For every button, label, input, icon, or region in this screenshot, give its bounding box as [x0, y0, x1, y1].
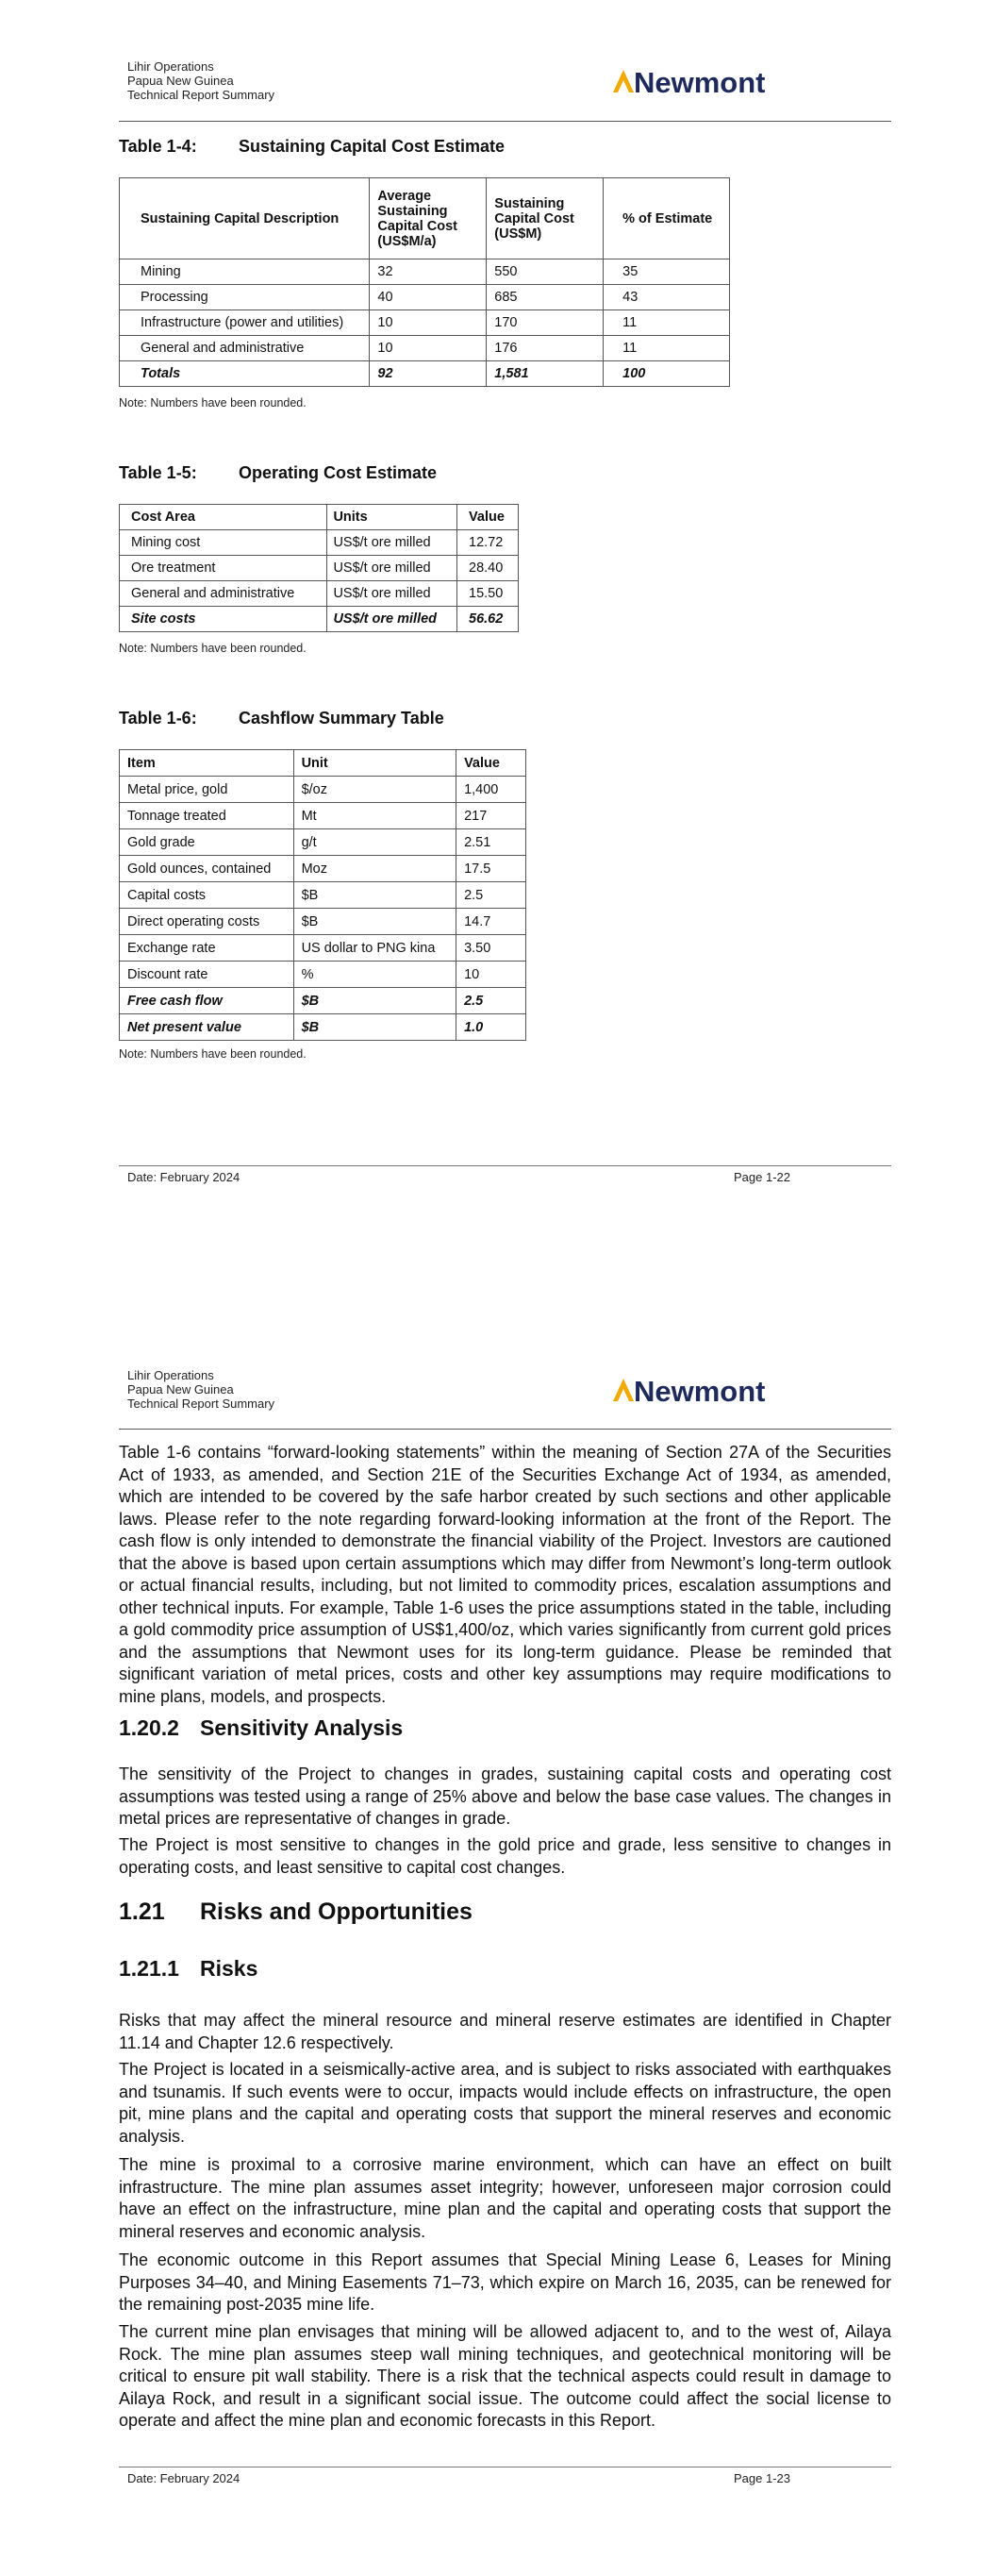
table-row: [120, 556, 519, 581]
column-header: Unit: [293, 750, 456, 777]
table-cell: Mining cost: [120, 530, 327, 556]
table-cell: US$/t ore milled: [327, 556, 457, 581]
forward-looking-paragraph: Table 1-6 contains “forward-looking statements” within the meaning of Section 27A of the Securities Act of 1933, as amended, and Section 21E of the Securities Exchange Act of 1934, as amended, which are intended to be covered by the safe harbor created by such sections and other applicable laws. Please refer to the note regarding forward-looking information at the front of the Report. The cash flow is only intended to demonstrate the financial viability of the Project. Investors are cautioned that the above is based upon certain assumptions which may differ from Newmont’s long-term outlook or actual financial results, including, but not limited to commodity prices, escalation assumptions and other technical inputs. For example, Table 1-6 uses the price assumptions stated in the table, including a gold commodity price assumption of US$1,400/oz, which varies significantly from current gold prices and the assumptions that Newmont uses for its long-term guidance. Please be reminded that significant variation of metal prices, costs and other key assumptions may require modifications to mine plans, models, and prospects.: [119, 1443, 891, 1706]
table-row: [120, 581, 519, 607]
table-row: [120, 829, 526, 856]
table-cell: 11: [604, 336, 730, 361]
page-header-text: [127, 59, 274, 102]
table-header-row: [120, 505, 519, 530]
column-header: Sustaining Capital Description: [120, 178, 370, 259]
table-cell: 11: [604, 310, 730, 336]
table-cell: Processing: [120, 285, 370, 310]
body-paragraph: The economic outcome in this Report assumes that Special Mining Lease 6, Leases for Mining Purposes 34–40, and Mining Easements 71–73, which expire on March 16, 2035, can be renewed for the remaining post-2035 mine life.: [119, 2250, 891, 2314]
table-row: [120, 310, 730, 336]
table-cell: $/oz: [293, 777, 456, 803]
table-cell: 14.7: [456, 909, 526, 935]
header-line-country: Papua New Guinea: [127, 74, 234, 88]
header-line-report: Technical Report Summary: [127, 1397, 275, 1411]
table-cell: Gold grade: [120, 829, 294, 856]
table-cell: 2.5: [456, 882, 526, 909]
table-row: [120, 935, 526, 962]
table-cell: 43: [604, 285, 730, 310]
header-line-country: Papua New Guinea: [127, 1382, 234, 1397]
table-cell: 10: [456, 962, 526, 988]
column-header: Value: [456, 750, 526, 777]
column-header: % of Estimate: [604, 178, 730, 259]
table-number: Table 1-4:: [119, 137, 197, 156]
footer-date: Date: February 2024: [127, 2471, 240, 2485]
table-row: [120, 882, 526, 909]
column-header: Value: [457, 505, 519, 530]
section-heading-risks: [119, 1956, 257, 1982]
table-header-row: [120, 178, 730, 259]
footer-page-number: Page 1-23: [734, 2471, 790, 2485]
section-number: 1.20.2: [119, 1715, 179, 1740]
body-paragraph: Risks that may affect the mineral resource and mineral reserve estimates are identified in Chapter 11.14 and Chapter 12.6 respectively.: [119, 2011, 891, 2052]
table-cell: 100: [604, 361, 730, 387]
footer-page-number: Page 1-22: [734, 1170, 790, 1184]
table-title: Cashflow Summary Table: [239, 709, 444, 728]
table-cell: Net present value: [120, 1014, 294, 1041]
table-cell: $B: [293, 909, 456, 935]
table-cell: 92: [370, 361, 487, 387]
table-cell: 10: [370, 310, 487, 336]
table-row: [120, 530, 519, 556]
table-cell: 3.50: [456, 935, 526, 962]
section-title: Sensitivity Analysis: [200, 1715, 404, 1740]
footer-date: Date: February 2024: [127, 1170, 240, 1184]
table-cell: Exchange rate: [120, 935, 294, 962]
header-line-report: Technical Report Summary: [127, 88, 275, 102]
table-row: [120, 285, 730, 310]
table-cell: US$/t ore milled: [327, 607, 457, 632]
table-note: Note: Numbers have been rounded.: [119, 642, 307, 655]
column-header: Cost Area: [120, 505, 327, 530]
table-cell: General and administrative: [120, 581, 327, 607]
logo-wordmark: Newmont: [634, 1375, 766, 1408]
table-row: [120, 803, 526, 829]
table-cell: 2.5: [456, 988, 526, 1014]
table-cell: 217: [456, 803, 526, 829]
table-cell: 550: [487, 259, 604, 285]
table-cell: Ore treatment: [120, 556, 327, 581]
table-cell: 40: [370, 285, 487, 310]
table-cell: 170: [487, 310, 604, 336]
table-cell: 15.50: [457, 581, 519, 607]
section-heading-sensitivity: [119, 1715, 403, 1741]
table-cell: 12.72: [457, 530, 519, 556]
body-paragraph: The current mine plan envisages that mining will be allowed adjacent to, and to the west of, Ailaya Rock. The mine plan assumes steep wall mining techniques, and geotechnical monitoring will be critical to ensure pit wall stability. There is a risk that the technical aspects could result in damage to Ailaya Rock, and result in a significant social issue. The outcome could affect the social license to operate and affect the mine plan and economic forecasts in this Report.: [119, 2322, 891, 2430]
table-cell: 32: [370, 259, 487, 285]
table-cell: Gold ounces, contained: [120, 856, 294, 882]
table-cell: Discount rate: [120, 962, 294, 988]
table-cell: $B: [293, 1014, 456, 1041]
table-cell: $B: [293, 988, 456, 1014]
table-cell: 56.62: [457, 607, 519, 632]
cashflow-summary-table: [119, 749, 526, 1041]
table-cell: Totals: [120, 361, 370, 387]
body-paragraph: The Project is located in a seismically-active area, and is subject to risks associated with earthquakes and tsunamis. If such events were to occur, impacts would include effects on infrastructure, the open pit, mine plans and the capital and operating costs that support the mineral reserves and economic analysis.: [119, 2060, 891, 2146]
table-cell: Direct operating costs: [120, 909, 294, 935]
body-paragraph: The Project is most sensitive to changes in the gold price and grade, less sensitive to changes in operating costs, and least sensitive to capital cost changes.: [119, 1835, 891, 1877]
header-divider: [119, 1429, 891, 1430]
table-cell: 2.51: [456, 829, 526, 856]
table-cell: Free cash flow: [120, 988, 294, 1014]
table-cell: Tonnage treated: [120, 803, 294, 829]
table-cell: Site costs: [120, 607, 327, 632]
header-line-operation: Lihir Operations: [127, 1368, 214, 1382]
body-paragraph: The sensitivity of the Project to changes in grades, sustaining capital costs and operating cost assumptions was tested using a range of 25% above and below the base case values. The changes in metal prices are representative of changes in grade.: [119, 1765, 891, 1828]
table-1-5-caption: [119, 463, 437, 483]
section-number: 1.21.1: [119, 1956, 179, 1981]
table-cell: %: [293, 962, 456, 988]
table-highlight-row: [120, 988, 526, 1014]
table-note: Note: Numbers have been rounded.: [119, 1047, 307, 1061]
operating-cost-table: [119, 504, 519, 632]
table-title: Operating Cost Estimate: [239, 463, 438, 482]
table-cell: Moz: [293, 856, 456, 882]
table-note: Note: Numbers have been rounded.: [119, 396, 307, 410]
table-highlight-row: [120, 1014, 526, 1041]
table-cell: General and administrative: [120, 336, 370, 361]
table-row: [120, 777, 526, 803]
table-row: [120, 962, 526, 988]
table-row: [120, 909, 526, 935]
table-cell: US dollar to PNG kina: [293, 935, 456, 962]
table-cell: Infrastructure (power and utilities): [120, 310, 370, 336]
table-cell: 1.0: [456, 1014, 526, 1041]
table-cell: US$/t ore milled: [327, 581, 457, 607]
sustaining-capital-table: [119, 177, 730, 387]
column-header: Units: [327, 505, 457, 530]
table-cell: 685: [487, 285, 604, 310]
table-cell: 28.40: [457, 556, 519, 581]
table-cell: 1,581: [487, 361, 604, 387]
report-page-1-22: [0, 0, 995, 1255]
table-row: [120, 259, 730, 285]
table-cell: 10: [370, 336, 487, 361]
logo-wordmark: Newmont: [634, 66, 766, 99]
section-title: Risks: [200, 1956, 258, 1981]
table-cell: g/t: [293, 829, 456, 856]
section-number: 1.21: [119, 1899, 165, 1925]
section-heading-risks-opportunities: [119, 1899, 473, 1926]
table-number: Table 1-5:: [119, 463, 197, 482]
column-header: Average Sustaining Capital Cost (US$M/a): [370, 178, 487, 259]
report-page-1-23: [0, 1321, 995, 2576]
table-1-6-caption: [119, 709, 444, 728]
section-title: Risks and Opportunities: [200, 1899, 473, 1925]
header-divider: [119, 121, 891, 122]
page-header-text: [127, 1368, 274, 1411]
table-row: [120, 336, 730, 361]
footer-divider: [119, 1165, 891, 1166]
newmont-logo: [611, 64, 790, 102]
table-row: [120, 856, 526, 882]
table-cell: Capital costs: [120, 882, 294, 909]
body-paragraph: The mine is proximal to a corrosive marine environment, which can have an effect on built infrastructure. The mine plan assumes asset integrity; however, unforeseen major corrosion could have an effect on the infrastructure, mine plan and the capital and operating costs that support the mineral reserves and economic analysis.: [119, 2155, 891, 2241]
table-number: Table 1-6:: [119, 709, 197, 728]
table-header-row: [120, 750, 526, 777]
table-cell: Mt: [293, 803, 456, 829]
table-1-4-caption: [119, 137, 505, 157]
table-cell: Mining: [120, 259, 370, 285]
table-cell: 35: [604, 259, 730, 285]
table-total-row: [120, 607, 519, 632]
table-cell: US$/t ore milled: [327, 530, 457, 556]
table-total-row: [120, 361, 730, 387]
header-line-operation: Lihir Operations: [127, 59, 214, 74]
table-title: Sustaining Capital Cost Estimate: [239, 137, 506, 156]
table-cell: $B: [293, 882, 456, 909]
column-header: Item: [120, 750, 294, 777]
table-cell: 1,400: [456, 777, 526, 803]
table-cell: Metal price, gold: [120, 777, 294, 803]
column-header: Sustaining Capital Cost (US$M): [487, 178, 604, 259]
table-cell: 17.5: [456, 856, 526, 882]
newmont-logo: [611, 1373, 790, 1411]
table-cell: 176: [487, 336, 604, 361]
